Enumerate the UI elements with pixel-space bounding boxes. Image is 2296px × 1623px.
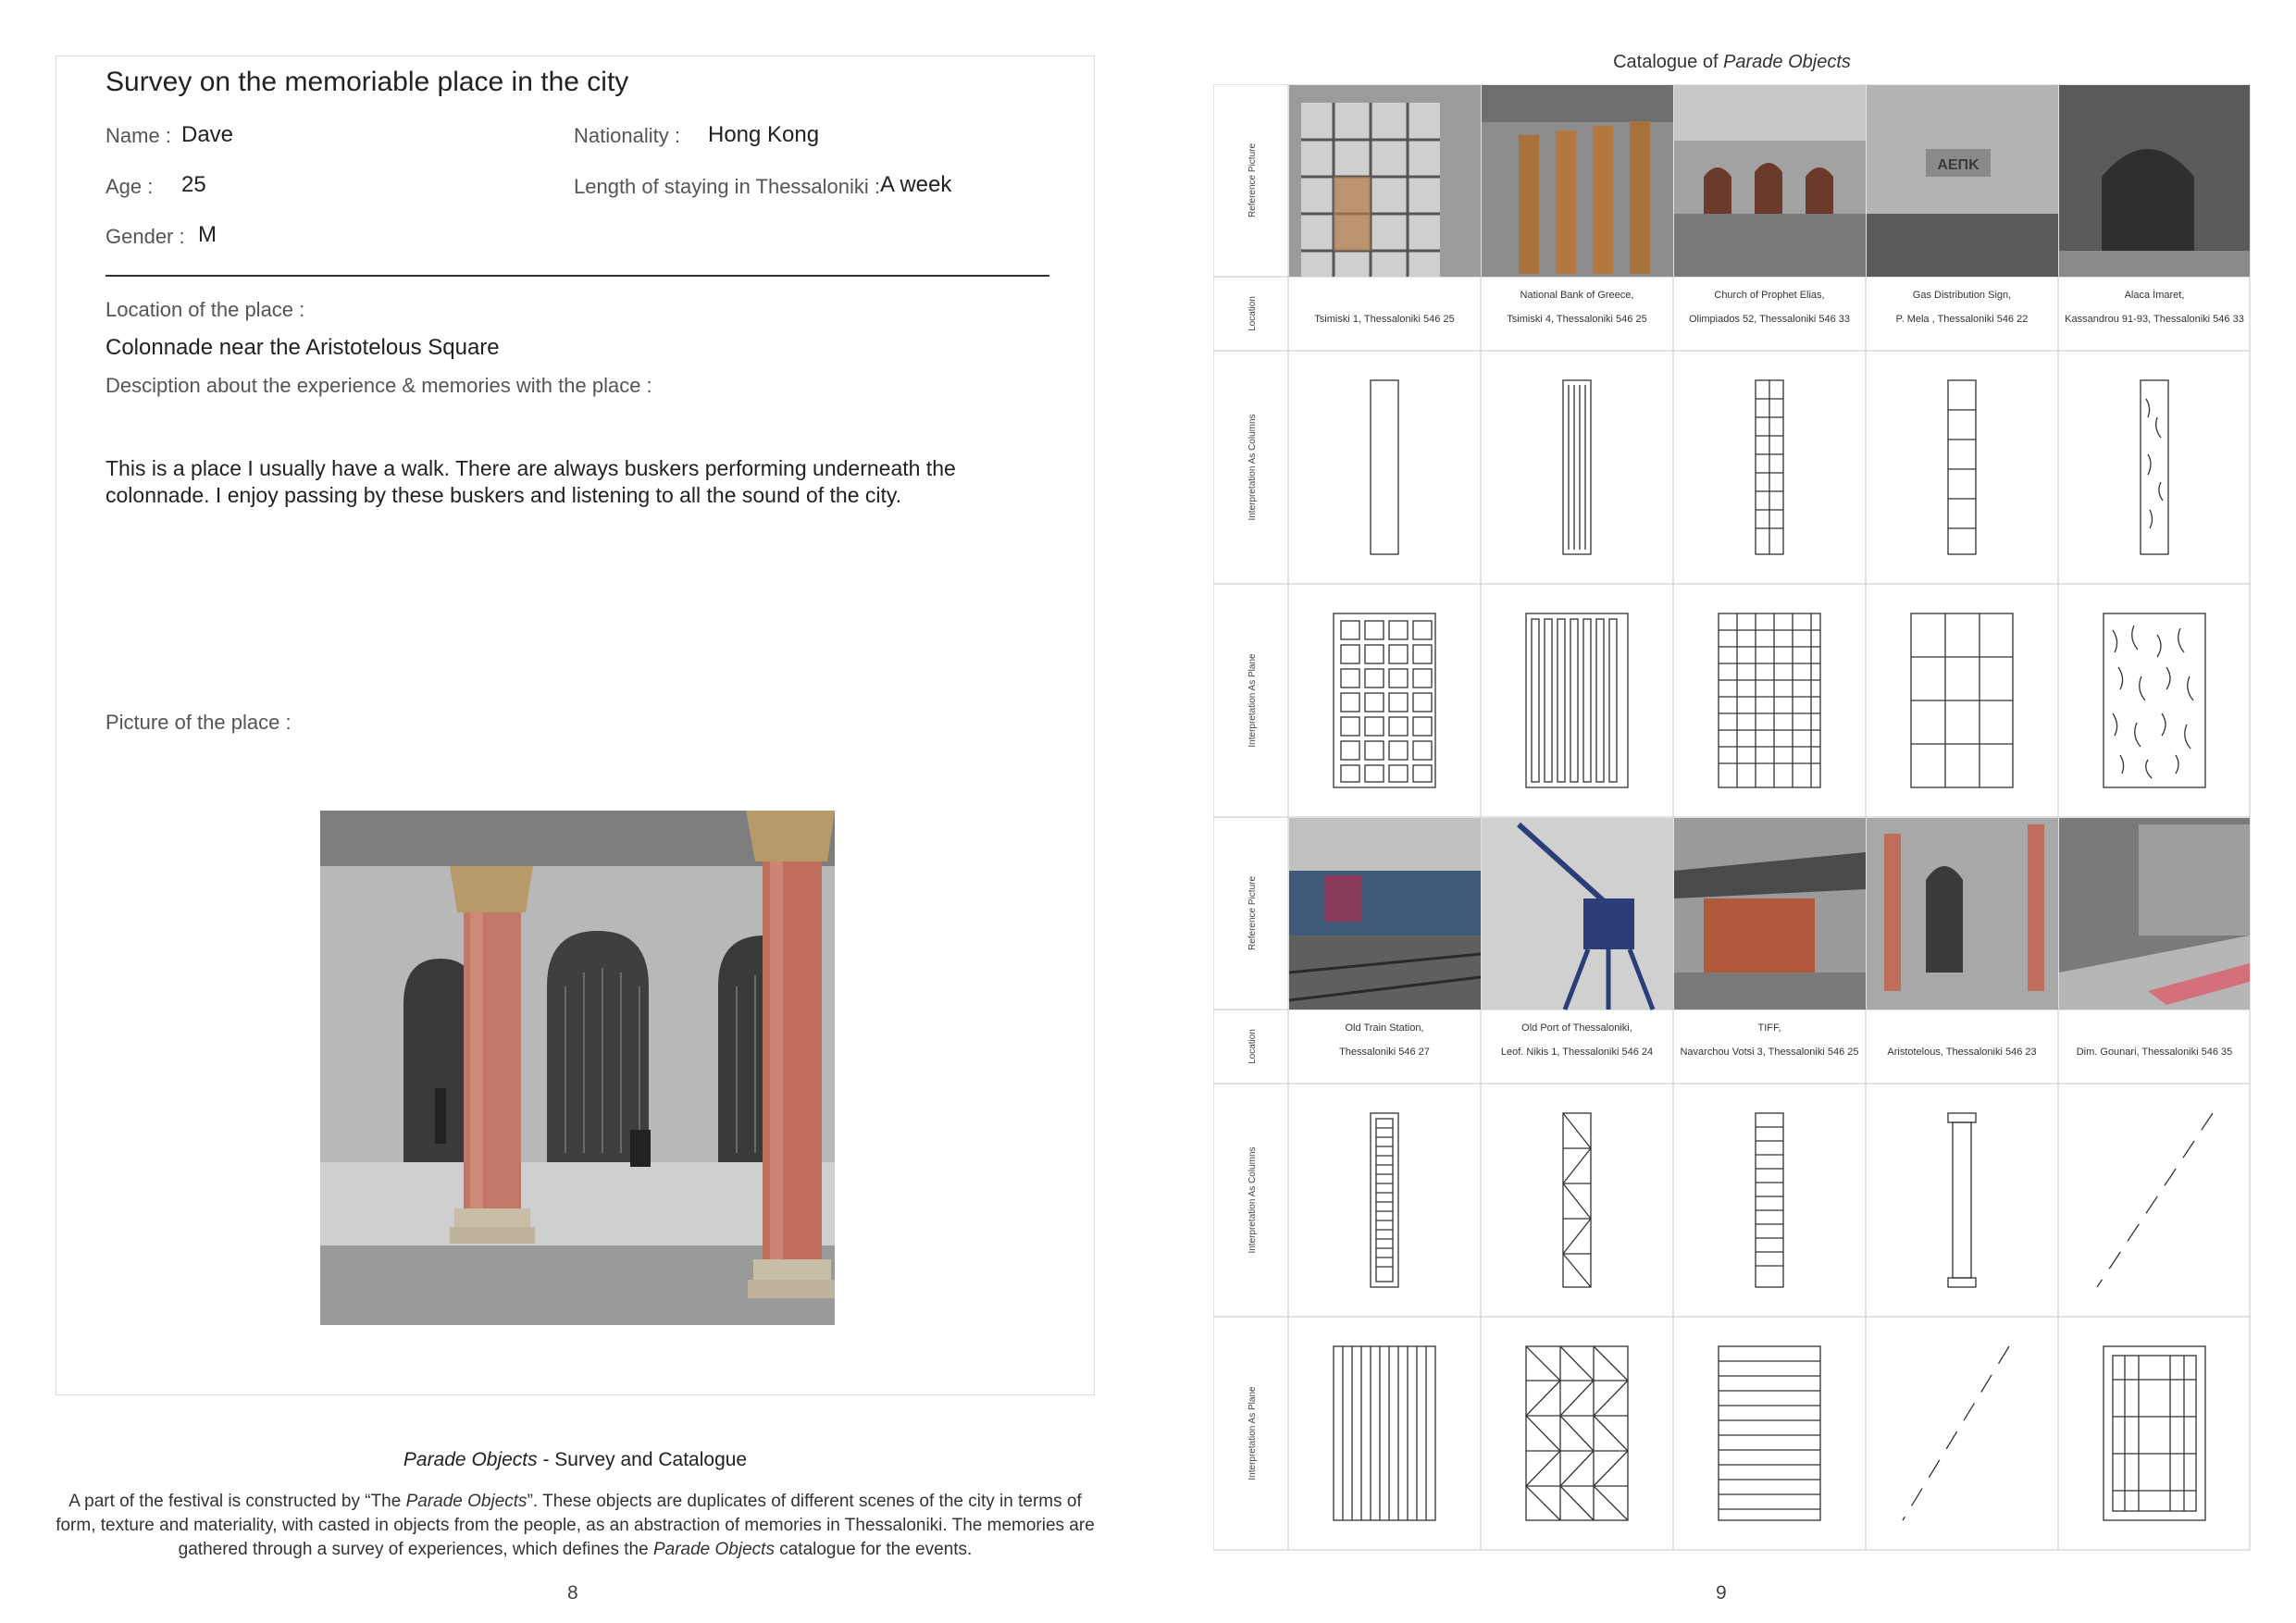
caption-body-part: ”. These objects are duplicates of different scenes of the city in terms of form, texture and materiality, with casted in objects from the people, as an abstraction of memories in Thessaloniki. The memories are gathered through a survey of experiences, which defines the — [56, 1492, 1095, 1559]
plane-drawing — [2104, 1346, 2205, 1520]
caption-title — [0, 1449, 1150, 1471]
svg-text:Aristotelous, Thessaloniki 546: Aristotelous, Thessaloniki 546 23 — [1887, 1047, 2037, 1058]
svg-text:Thessaloniki 546 27: Thessaloniki 546 27 — [1339, 1047, 1430, 1058]
svg-text:Gas Distribution Sign,: Gas Distribution Sign, — [1912, 290, 2012, 301]
age-label: Age : — [105, 175, 154, 198]
gender-label: Gender : — [105, 225, 185, 248]
caption-title-rest: - Survey and Catalogue — [537, 1449, 748, 1470]
plane-drawing — [2104, 613, 2205, 787]
survey-title: Survey on the memoriable place in the city — [105, 67, 629, 97]
row-label-columns: Interpretation As Columns — [1247, 414, 1258, 521]
column-drawing — [1563, 1113, 1591, 1287]
svg-text:Leof. Nikis 1, Thessaloniki 54: Leof. Nikis 1, Thessaloniki 546 24 — [1500, 1047, 1654, 1058]
column-drawing — [1756, 380, 1783, 554]
svg-text:Olimpiados 52, Thessaloniki 54: Olimpiados 52, Thessaloniki 546 33 — [1688, 314, 1851, 325]
location-cell — [1501, 1022, 1653, 1058]
svg-text:National Bank of Greece,: National Bank of Greece, — [1520, 290, 1634, 301]
description-text: This is a place I usually have a walk. There are always buskers performing underneath the colonnade. I enjoy passing by these buskers and listening to all the sound of the city. — [105, 456, 956, 507]
column-drawing — [1371, 380, 1398, 554]
row-label-plane: Interpretation As Plane — [1247, 1386, 1258, 1481]
svg-text:Tsimiski 1, Thessaloniki 546 2: Tsimiski 1, Thessaloniki 546 25 — [1314, 314, 1455, 325]
svg-text:Old Port of Thessaloniki,: Old Port of Thessaloniki, — [1521, 1022, 1632, 1034]
location-cell — [2077, 1047, 2233, 1058]
svg-text:Church of Prophet Elias,: Church of Prophet Elias, — [1714, 290, 1825, 301]
plane-drawing — [1719, 1346, 1820, 1520]
catalogue-title-prefix: Catalogue of — [1613, 52, 1724, 72]
location-cell — [1680, 1022, 1858, 1058]
row-label-location: Location — [1247, 296, 1258, 331]
location-cell — [1689, 290, 1850, 325]
name-label: Name : — [105, 124, 171, 147]
plane-drawing — [1526, 613, 1628, 787]
location-cell — [1887, 1047, 2036, 1058]
svg-text:Tsimiski 4, Thessaloniki 546 2: Tsimiski 4, Thessaloniki 546 25 — [1507, 314, 1647, 325]
reference-photo-gas-sign — [1867, 85, 2058, 277]
caption-body-italic: Parade Objects — [405, 1492, 527, 1511]
svg-text:Old Train Station,: Old Train Station, — [1345, 1022, 1424, 1034]
caption-body — [52, 1490, 1098, 1562]
plane-drawing — [1911, 613, 2013, 787]
grid-lines — [1213, 84, 2250, 1550]
column-drawing — [2141, 380, 2168, 554]
svg-text:P. Mela , Thessaloniki 546 22: P. Mela , Thessaloniki 546 22 — [1895, 314, 2029, 325]
svg-text:Navarchou Votsi 3, Thessalonik: Navarchou Votsi 3, Thessaloniki 546 25 — [1680, 1047, 1859, 1058]
location-value: Colonnade near the Aristotelous Square — [105, 335, 500, 360]
picture-label: Picture of the place : — [105, 711, 292, 734]
nationality-label: Nationality : — [574, 124, 680, 147]
plane-drawing — [1334, 1346, 1435, 1520]
name-value: Dave — [181, 122, 234, 147]
svg-text:Kassandrou 91-93, Thessaloniki: Kassandrou 91-93, Thessaloniki 546 33 — [2065, 314, 2244, 325]
svg-text:Alaca İmaret,: Alaca İmaret, — [2124, 290, 2185, 301]
svg-text:ΑΕΠΚ: ΑΕΠΚ — [1937, 157, 1980, 173]
caption-body-italic: Parade Objects — [652, 1540, 775, 1559]
plane-drawing — [1719, 613, 1820, 787]
reference-photo-church — [1674, 85, 1866, 277]
nationality-value: Hong Kong — [708, 122, 820, 147]
row-label-reference: Reference Picture — [1247, 875, 1258, 951]
reference-photo-building — [1289, 85, 1481, 277]
row-label-reference: Reference Picture — [1247, 142, 1258, 218]
page-number-right: 9 — [1716, 1582, 1727, 1604]
svg-text:Dim. Gounari, Thessaloniki 546: Dim. Gounari, Thessaloniki 546 35 — [2076, 1047, 2233, 1058]
column-drawing — [1948, 380, 1976, 554]
catalogue-title-italic: Parade Objects — [1723, 52, 1851, 72]
row-label-columns: Interpretation As Columns — [1247, 1146, 1258, 1254]
plane-drawing — [1526, 1346, 1628, 1520]
catalogue-title — [1212, 52, 2252, 73]
plane-drawing — [1334, 613, 1435, 787]
age-value: 25 — [181, 172, 206, 197]
caption-title-italic: Parade Objects — [403, 1449, 538, 1470]
reference-photo-train-station — [1289, 818, 1481, 1010]
column-drawing — [1756, 1113, 1783, 1287]
location-cell — [1507, 290, 1646, 325]
location-cell — [2065, 289, 2244, 325]
reference-photo-aristotelous — [1867, 818, 2058, 1010]
caption-body-part: A part of the festival is constructed by “The — [68, 1492, 406, 1511]
row-label-plane: Interpretation As Plane — [1247, 653, 1258, 748]
description-label: Desciption about the experience & memories with the place : — [105, 374, 652, 397]
gender-value: M — [198, 222, 217, 247]
column-drawing — [2097, 1113, 2213, 1287]
plane-drawing — [1903, 1346, 2009, 1520]
reference-photo-imaret — [2059, 85, 2250, 277]
location-cell — [1314, 314, 1454, 325]
catalogue-grid — [1213, 84, 2251, 1551]
location-label: Location of the place : — [105, 298, 305, 321]
form-divider — [105, 275, 1049, 277]
column-drawing — [1371, 1113, 1398, 1287]
place-photo — [320, 811, 835, 1325]
page-number-left: 8 — [567, 1582, 578, 1604]
reference-photo-crane — [1482, 818, 1673, 1010]
reference-photo-tiff — [1674, 818, 1866, 1010]
location-cell — [1339, 1022, 1430, 1058]
reference-photo-gounari — [2059, 818, 2250, 1010]
svg-text:TIFF,: TIFF, — [1757, 1022, 1781, 1034]
length-value: A week — [880, 172, 952, 197]
length-label: Length of staying in Thessaloniki : — [574, 175, 881, 198]
row-label-location: Location — [1247, 1029, 1258, 1064]
location-cell — [1896, 290, 2029, 325]
reference-photo-bank — [1482, 85, 1673, 277]
caption-body-part: catalogue for the events. — [774, 1540, 973, 1559]
column-drawing — [1948, 1113, 1976, 1287]
column-drawing — [1563, 380, 1591, 554]
